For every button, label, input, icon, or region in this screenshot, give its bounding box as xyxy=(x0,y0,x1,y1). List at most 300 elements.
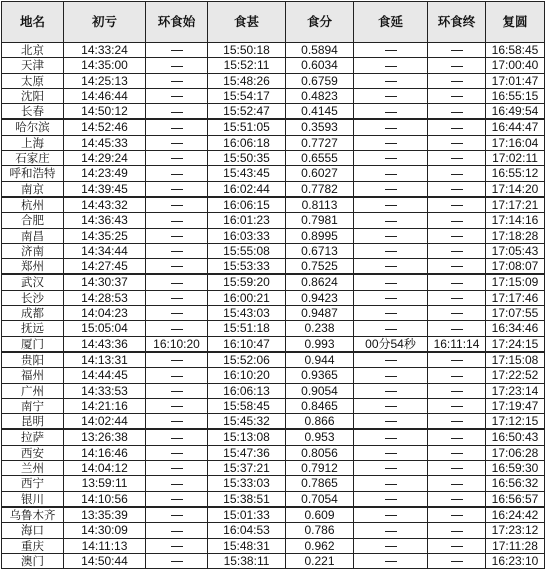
cell-last-contact: 17:00:40 xyxy=(486,58,545,73)
dash-mark xyxy=(171,329,183,330)
cell-city: 长沙 xyxy=(2,290,64,305)
cell-first-contact: 14:39:45 xyxy=(64,181,146,197)
dash-mark xyxy=(451,236,463,237)
cell-first-contact: 14:30:09 xyxy=(64,523,146,538)
dash-mark xyxy=(171,189,183,190)
cell-annular-start xyxy=(146,507,208,523)
dash-mark xyxy=(171,81,183,82)
cell-city: 贵阳 xyxy=(2,352,64,368)
cell-city: 南昌 xyxy=(2,228,64,243)
table-row xyxy=(2,538,545,553)
dash-mark xyxy=(385,468,397,469)
cell-annular-end xyxy=(428,43,486,58)
cell-duration xyxy=(354,151,428,166)
cell-duration xyxy=(354,553,428,568)
cell-first-contact: 14:10:56 xyxy=(64,491,146,507)
cell-annular-start xyxy=(146,290,208,305)
dash-mark xyxy=(385,205,397,206)
table-row xyxy=(2,259,545,275)
cell-annular-start xyxy=(146,368,208,383)
dash-mark xyxy=(385,360,397,361)
dash-mark xyxy=(451,81,463,82)
dash-mark xyxy=(385,283,397,284)
cell-city: 重庆 xyxy=(2,538,64,553)
cell-first-contact: 14:29:24 xyxy=(64,151,146,166)
cell-annular-start xyxy=(146,135,208,150)
cell-maximum: 16:02:44 xyxy=(208,181,286,197)
cell-first-contact: 14:34:44 xyxy=(64,243,146,258)
dash-mark xyxy=(451,205,463,206)
cell-annular-start xyxy=(146,445,208,460)
cell-city: 成都 xyxy=(2,306,64,321)
table-row xyxy=(2,290,545,305)
dash-mark xyxy=(171,221,183,222)
dash-mark xyxy=(171,112,183,113)
cell-magnitude: 0.8995 xyxy=(286,228,354,243)
dash-mark xyxy=(171,499,183,500)
dash-mark xyxy=(451,189,463,190)
dash-mark xyxy=(451,174,463,175)
cell-last-contact: 17:23:14 xyxy=(486,383,545,398)
cell-annular-end xyxy=(428,58,486,73)
dash-mark xyxy=(385,515,397,516)
cell-duration xyxy=(354,306,428,321)
table-row xyxy=(2,553,545,568)
header-last-contact: 复圆 xyxy=(486,2,545,43)
cell-annular-start xyxy=(146,321,208,336)
cell-duration xyxy=(354,274,428,290)
cell-annular-end xyxy=(428,104,486,120)
cell-city: 杭州 xyxy=(2,197,64,213)
dash-mark xyxy=(171,406,183,407)
dash-mark xyxy=(171,453,183,454)
header-duration: 食延 xyxy=(354,2,428,43)
cell-magnitude: 0.7054 xyxy=(286,491,354,507)
cell-city: 昆明 xyxy=(2,414,64,430)
table-row xyxy=(2,507,545,523)
dash-mark xyxy=(385,158,397,159)
cell-duration xyxy=(354,58,428,73)
table-row xyxy=(2,213,545,228)
cell-city: 乌鲁木齐 xyxy=(2,507,64,523)
dash-mark xyxy=(171,421,183,422)
cell-duration xyxy=(354,507,428,523)
dash-mark xyxy=(385,143,397,144)
cell-city: 西安 xyxy=(2,445,64,460)
cell-maximum: 15:48:26 xyxy=(208,73,286,88)
dash-mark xyxy=(385,50,397,51)
dash-mark xyxy=(451,158,463,159)
cell-annular-end xyxy=(428,538,486,553)
cell-last-contact: 16:49:54 xyxy=(486,104,545,120)
cell-maximum: 15:50:18 xyxy=(208,43,286,58)
dash-mark xyxy=(451,329,463,330)
cell-annular-end xyxy=(428,476,486,491)
cell-maximum: 16:04:53 xyxy=(208,523,286,538)
cell-duration xyxy=(354,429,428,445)
cell-city: 哈尔滨 xyxy=(2,119,64,135)
cell-maximum: 16:06:13 xyxy=(208,383,286,398)
dash-mark xyxy=(171,298,183,299)
cell-city: 天津 xyxy=(2,58,64,73)
cell-magnitude: 0.866 xyxy=(286,414,354,430)
cell-city: 武汉 xyxy=(2,274,64,290)
dash-mark xyxy=(451,96,463,97)
cell-city: 抚远 xyxy=(2,321,64,336)
cell-magnitude: 0.238 xyxy=(286,321,354,336)
dash-mark xyxy=(385,298,397,299)
cell-first-contact: 14:44:45 xyxy=(64,368,146,383)
cell-first-contact: 13:26:38 xyxy=(64,429,146,445)
cell-city: 广州 xyxy=(2,383,64,398)
cell-annular-end xyxy=(428,135,486,150)
header-first-contact: 初亏 xyxy=(64,2,146,43)
cell-magnitude: 0.8624 xyxy=(286,274,354,290)
cell-annular-end xyxy=(428,507,486,523)
cell-last-contact: 17:14:20 xyxy=(486,181,545,197)
cell-magnitude: 0.221 xyxy=(286,553,354,568)
table-row xyxy=(2,88,545,103)
cell-last-contact: 17:17:46 xyxy=(486,290,545,305)
dash-mark xyxy=(171,561,183,562)
dash-mark xyxy=(451,143,463,144)
cell-annular-end xyxy=(428,553,486,568)
cell-annular-start xyxy=(146,88,208,103)
dash-mark xyxy=(385,421,397,422)
dash-mark xyxy=(385,546,397,547)
cell-maximum: 15:51:05 xyxy=(208,119,286,135)
cell-first-contact: 14:36:43 xyxy=(64,213,146,228)
table-row xyxy=(2,274,545,290)
cell-city: 济南 xyxy=(2,243,64,258)
cell-maximum: 15:37:21 xyxy=(208,461,286,476)
dash-mark xyxy=(451,251,463,252)
cell-duration xyxy=(354,259,428,275)
cell-maximum: 15:58:45 xyxy=(208,398,286,413)
cell-maximum: 15:48:31 xyxy=(208,538,286,553)
cell-annular-start xyxy=(146,119,208,135)
dash-mark xyxy=(385,112,397,113)
cell-magnitude: 0.9054 xyxy=(286,383,354,398)
cell-duration xyxy=(354,43,428,58)
cell-annular-start xyxy=(146,259,208,275)
table-row xyxy=(2,383,545,398)
cell-city: 沈阳 xyxy=(2,88,64,103)
table-row xyxy=(2,445,545,460)
cell-city: 呼和浩特 xyxy=(2,166,64,181)
cell-first-contact: 14:50:44 xyxy=(64,553,146,568)
cell-maximum: 15:51:18 xyxy=(208,321,286,336)
dash-mark xyxy=(385,438,397,439)
dash-mark xyxy=(451,313,463,314)
cell-last-contact: 16:58:45 xyxy=(486,43,545,58)
cell-last-contact: 17:17:21 xyxy=(486,197,545,213)
header-annular-start: 环食始 xyxy=(146,2,208,43)
cell-last-contact: 17:18:28 xyxy=(486,228,545,243)
cell-annular-start xyxy=(146,243,208,258)
cell-city: 长春 xyxy=(2,104,64,120)
dash-mark xyxy=(171,515,183,516)
table-row xyxy=(2,336,545,352)
cell-annular-start xyxy=(146,104,208,120)
dash-mark xyxy=(451,421,463,422)
cell-magnitude: 0.8056 xyxy=(286,445,354,460)
cell-duration xyxy=(354,523,428,538)
dash-mark xyxy=(451,499,463,500)
table-row xyxy=(2,414,545,430)
cell-duration xyxy=(354,135,428,150)
cell-duration xyxy=(354,476,428,491)
cell-annular-start xyxy=(146,383,208,398)
cell-city: 石家庄 xyxy=(2,151,64,166)
cell-maximum: 15:55:08 xyxy=(208,243,286,258)
table-row xyxy=(2,151,545,166)
cell-magnitude: 0.953 xyxy=(286,429,354,445)
cell-last-contact: 17:11:28 xyxy=(486,538,545,553)
table-row xyxy=(2,166,545,181)
cell-annular-start xyxy=(146,538,208,553)
cell-duration xyxy=(354,321,428,336)
cell-duration xyxy=(354,461,428,476)
cell-maximum: 15:54:17 xyxy=(208,88,286,103)
cell-last-contact: 16:59:30 xyxy=(486,461,545,476)
table-row xyxy=(2,523,545,538)
cell-maximum: 16:03:33 xyxy=(208,228,286,243)
cell-maximum: 15:50:35 xyxy=(208,151,286,166)
dash-mark xyxy=(451,546,463,547)
dash-mark xyxy=(385,128,397,129)
dash-mark xyxy=(451,531,463,532)
cell-annular-start xyxy=(146,213,208,228)
cell-duration xyxy=(354,383,428,398)
cell-first-contact: 14:28:53 xyxy=(64,290,146,305)
cell-magnitude: 0.7865 xyxy=(286,476,354,491)
dash-mark xyxy=(451,406,463,407)
cell-magnitude: 0.9423 xyxy=(286,290,354,305)
dash-mark xyxy=(451,438,463,439)
dash-mark xyxy=(385,561,397,562)
dash-mark xyxy=(451,453,463,454)
cell-city: 合肥 xyxy=(2,213,64,228)
cell-magnitude: 0.9487 xyxy=(286,306,354,321)
cell-duration xyxy=(354,166,428,181)
cell-annular-start xyxy=(146,352,208,368)
cell-first-contact: 14:16:46 xyxy=(64,445,146,460)
cell-city: 西宁 xyxy=(2,476,64,491)
cell-annular-end xyxy=(428,368,486,383)
dash-mark xyxy=(171,266,183,267)
cell-last-contact: 16:55:12 xyxy=(486,166,545,181)
cell-last-contact: 17:12:15 xyxy=(486,414,545,430)
cell-magnitude: 0.944 xyxy=(286,352,354,368)
cell-duration xyxy=(354,104,428,120)
table-row xyxy=(2,321,545,336)
dash-mark xyxy=(385,453,397,454)
cell-annular-end xyxy=(428,166,486,181)
cell-annular-end xyxy=(428,259,486,275)
cell-first-contact: 15:05:04 xyxy=(64,321,146,336)
cell-maximum: 16:10:20 xyxy=(208,368,286,383)
dash-mark xyxy=(171,484,183,485)
cell-maximum: 15:43:03 xyxy=(208,306,286,321)
dash-mark xyxy=(451,128,463,129)
dash-mark xyxy=(171,96,183,97)
table-row xyxy=(2,43,545,58)
cell-annular-end xyxy=(428,228,486,243)
cell-duration xyxy=(354,88,428,103)
table-row xyxy=(2,104,545,120)
table-row xyxy=(2,58,545,73)
cell-first-contact: 14:02:44 xyxy=(64,414,146,430)
header-magnitude: 食分 xyxy=(286,2,354,43)
cell-magnitude: 0.9365 xyxy=(286,368,354,383)
cell-annular-end xyxy=(428,445,486,460)
dash-mark xyxy=(385,81,397,82)
dash-mark xyxy=(451,561,463,562)
cell-city: 海口 xyxy=(2,523,64,538)
cell-annular-end xyxy=(428,352,486,368)
cell-annular-end xyxy=(428,197,486,213)
cell-last-contact: 17:23:12 xyxy=(486,523,545,538)
cell-first-contact: 14:13:31 xyxy=(64,352,146,368)
cell-magnitude: 0.7727 xyxy=(286,135,354,150)
cell-annular-end xyxy=(428,414,486,430)
cell-annular-start xyxy=(146,553,208,568)
cell-magnitude: 0.3593 xyxy=(286,119,354,135)
dash-mark xyxy=(451,221,463,222)
cell-maximum: 15:59:20 xyxy=(208,274,286,290)
cell-annular-start xyxy=(146,274,208,290)
dash-mark xyxy=(171,438,183,439)
cell-annular-end xyxy=(428,290,486,305)
cell-first-contact: 14:23:49 xyxy=(64,166,146,181)
table-row xyxy=(2,228,545,243)
dash-mark xyxy=(451,50,463,51)
dash-mark xyxy=(171,283,183,284)
dash-mark xyxy=(171,174,183,175)
cell-annular-end xyxy=(428,429,486,445)
cell-last-contact: 16:56:32 xyxy=(486,476,545,491)
cell-last-contact: 17:06:28 xyxy=(486,445,545,460)
table-row xyxy=(2,491,545,507)
dash-mark xyxy=(385,221,397,222)
dash-mark xyxy=(385,66,397,67)
dash-mark xyxy=(171,128,183,129)
cell-annular-start xyxy=(146,306,208,321)
cell-last-contact: 17:15:09 xyxy=(486,274,545,290)
cell-last-contact: 16:24:42 xyxy=(486,507,545,523)
cell-city: 郑州 xyxy=(2,259,64,275)
table-body xyxy=(2,43,545,569)
cell-maximum: 15:38:51 xyxy=(208,491,286,507)
cell-annular-start xyxy=(146,414,208,430)
cell-last-contact: 16:55:15 xyxy=(486,88,545,103)
table-row xyxy=(2,181,545,197)
dash-mark xyxy=(171,391,183,392)
header-annular-end: 环食终 xyxy=(428,2,486,43)
cell-duration: 00分54秒 xyxy=(354,336,428,352)
cell-last-contact: 17:22:52 xyxy=(486,368,545,383)
cell-last-contact: 17:05:43 xyxy=(486,243,545,258)
dash-mark xyxy=(451,515,463,516)
dash-mark xyxy=(451,283,463,284)
cell-duration xyxy=(354,228,428,243)
cell-maximum: 15:33:03 xyxy=(208,476,286,491)
cell-last-contact: 16:44:47 xyxy=(486,119,545,135)
cell-city: 澳门 xyxy=(2,553,64,568)
table-row xyxy=(2,398,545,413)
cell-magnitude: 0.6555 xyxy=(286,151,354,166)
dash-mark xyxy=(385,174,397,175)
cell-maximum: 16:01:23 xyxy=(208,213,286,228)
cell-first-contact: 13:59:11 xyxy=(64,476,146,491)
cell-first-contact: 14:30:37 xyxy=(64,274,146,290)
cell-annular-end xyxy=(428,119,486,135)
cell-annular-end xyxy=(428,523,486,538)
cell-last-contact: 16:23:10 xyxy=(486,553,545,568)
cell-maximum: 15:43:45 xyxy=(208,166,286,181)
cell-magnitude: 0.6759 xyxy=(286,73,354,88)
cell-duration xyxy=(354,181,428,197)
cell-maximum: 15:52:06 xyxy=(208,352,286,368)
cell-first-contact: 14:46:44 xyxy=(64,88,146,103)
cell-magnitude: 0.962 xyxy=(286,538,354,553)
cell-annular-start xyxy=(146,491,208,507)
cell-first-contact: 14:04:23 xyxy=(64,306,146,321)
cell-duration xyxy=(354,243,428,258)
cell-first-contact: 14:21:16 xyxy=(64,398,146,413)
cell-last-contact: 17:19:47 xyxy=(486,398,545,413)
cell-annular-end xyxy=(428,321,486,336)
cell-city: 太原 xyxy=(2,73,64,88)
cell-duration xyxy=(354,213,428,228)
cell-magnitude: 0.6027 xyxy=(286,166,354,181)
cell-maximum: 16:06:15 xyxy=(208,197,286,213)
cell-maximum: 15:53:33 xyxy=(208,259,286,275)
dash-mark xyxy=(171,376,183,377)
cell-annular-start xyxy=(146,398,208,413)
cell-duration xyxy=(354,538,428,553)
cell-last-contact: 17:02:11 xyxy=(486,151,545,166)
cell-annular-start xyxy=(146,73,208,88)
cell-first-contact: 14:50:12 xyxy=(64,104,146,120)
cell-duration xyxy=(354,119,428,135)
cell-magnitude: 0.7525 xyxy=(286,259,354,275)
dash-mark xyxy=(385,313,397,314)
table-row xyxy=(2,73,545,88)
cell-duration xyxy=(354,290,428,305)
cell-maximum: 15:45:32 xyxy=(208,414,286,430)
cell-annular-start xyxy=(146,151,208,166)
cell-annular-start xyxy=(146,43,208,58)
table-row xyxy=(2,197,545,213)
cell-annular-start xyxy=(146,228,208,243)
cell-annular-end xyxy=(428,88,486,103)
cell-first-contact: 14:25:13 xyxy=(64,73,146,88)
dash-mark xyxy=(385,251,397,252)
dash-mark xyxy=(451,376,463,377)
dash-mark xyxy=(451,360,463,361)
cell-annular-end xyxy=(428,274,486,290)
table-row xyxy=(2,243,545,258)
dash-mark xyxy=(385,329,397,330)
cell-magnitude: 0.8113 xyxy=(286,197,354,213)
dash-mark xyxy=(385,189,397,190)
cell-city: 银川 xyxy=(2,491,64,507)
cell-annular-end xyxy=(428,243,486,258)
dash-mark xyxy=(385,531,397,532)
cell-duration xyxy=(354,73,428,88)
